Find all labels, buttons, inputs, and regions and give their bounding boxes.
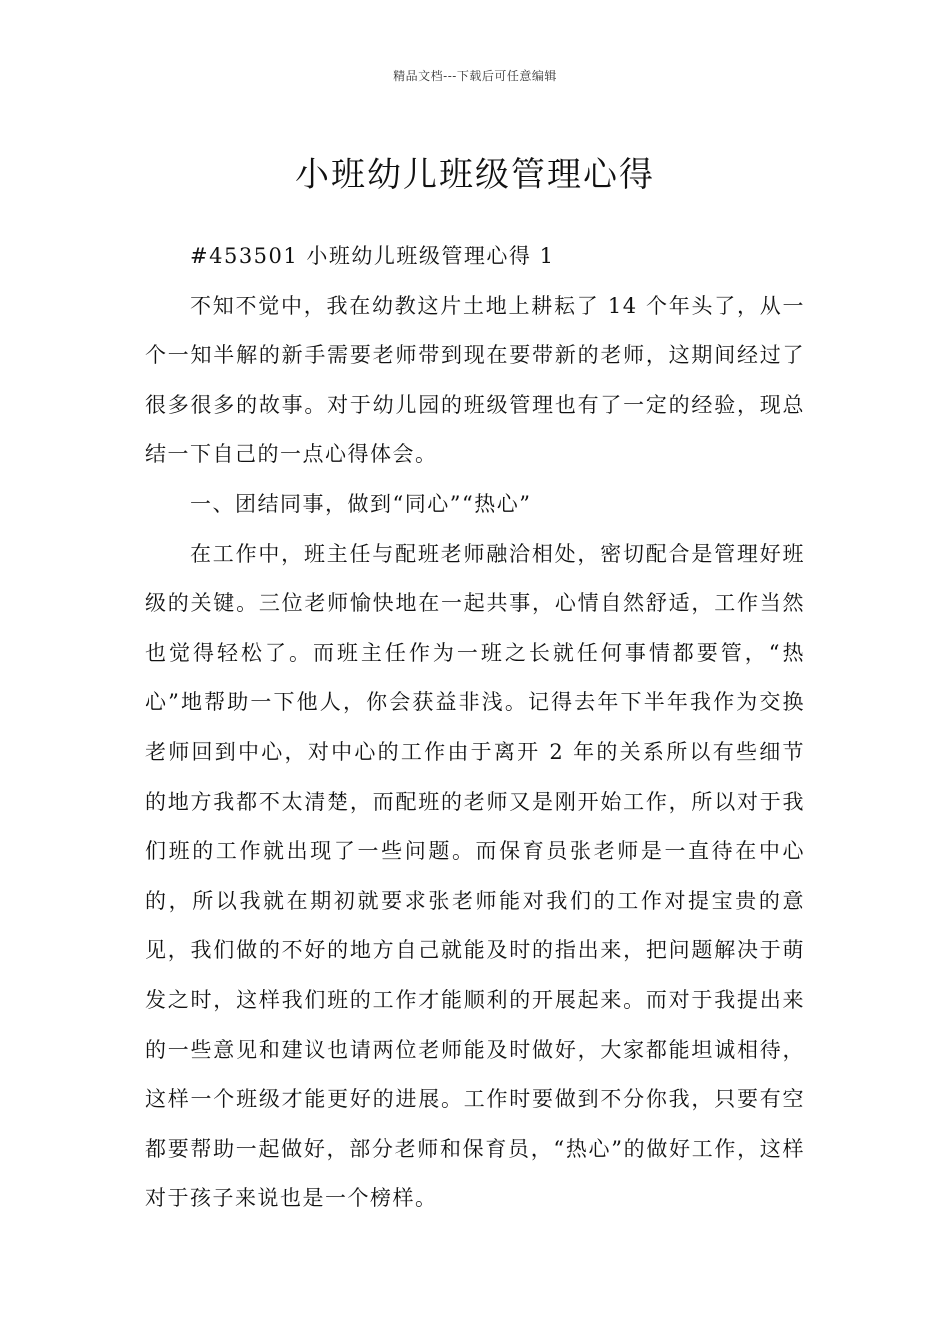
section-heading: 一、团结同事，做到“同心”“热心” <box>190 491 532 516</box>
document-id-line: #453501 小班幼儿班级管理心得 1 <box>190 244 555 268</box>
document-body <box>145 232 805 1224</box>
intro-paragraph: 不知不觉中，我在幼教这片土地上耕耘了 14 个年头了，从一个一知半解的新手需要老师带到现在要带新的老师，这期间经过了很多很多的故事。对于幼儿园的班级管理也有了一定的经验，现总结一下自己的一点心得体会。 <box>145 293 805 467</box>
header-note: 精品文档---下载后可任意编辑 <box>393 69 557 83</box>
body-paragraph: 在工作中，班主任与配班老师融洽相处，密切配合是管理好班级的关键。三位老师愉快地在一起共事，心情自然舒适，工作当然也觉得轻松了。而班主任作为一班之长就任何事情都要管，“热心”地帮助一下他人，你会获益非浅。记得去年下半年我作为交换老师回到中心，对中心的工作由于离开 2 年的关系所以有些细节的地方我都不太清楚，而配班的老师又是刚开始工作，所以对于我们班的工作就出现了一些问题。而保育员张老师是一直待在中心的，所以我就在期初就要求张老师能对我们的工作对提宝贵的意见，我们做的不好的地方自己就能及时的指出来，把问题解决于萌发之时，这样我们班的工作才能顺利的开展起来。而对于我提出来的一些意见和建议也请两位老师能及时做好，大家都能坦诚相待，这样一个班级才能更好的进展。工作时要做到不分你我，只要有空都要帮助一起做好，部分老师和保育员，“热心”的做好工作，这样对于孩子来说也是一个榜样。 <box>145 541 805 1211</box>
document-title: 小班幼儿班级管理心得 <box>295 154 655 195</box>
